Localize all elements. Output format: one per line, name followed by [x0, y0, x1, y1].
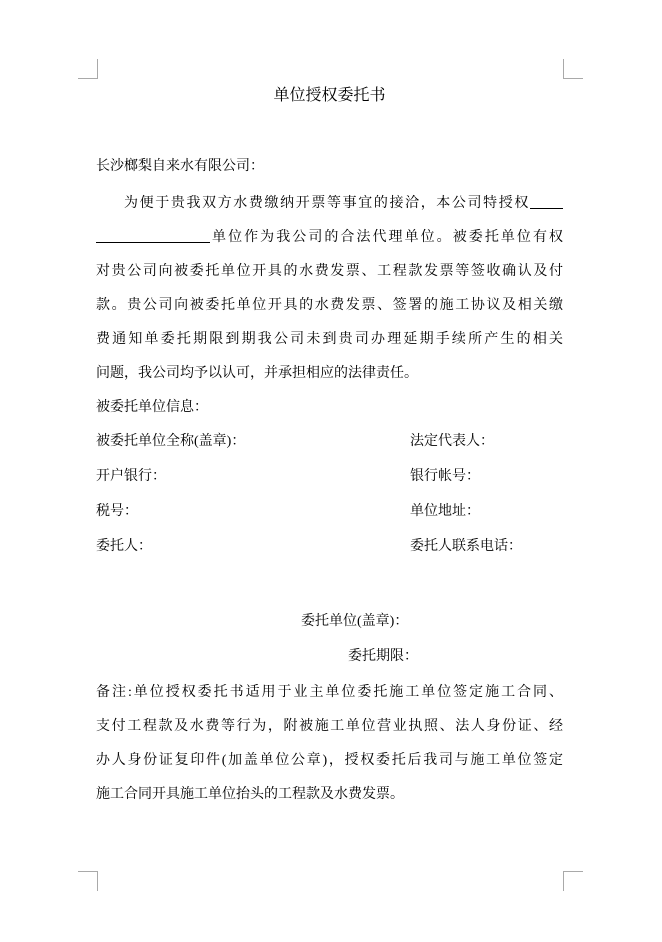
- body-line-1-text: 为便于贵我双方水费缴纳开票等事宜的接洽，本公司特授权: [124, 196, 530, 211]
- body-line-6: [96, 363, 563, 384]
- note-line-4: [96, 784, 563, 805]
- note-line-3: [96, 750, 563, 771]
- body-line-3-text: 对贵公司向被委托单位开具的水费发票、工程款发票等签收确认及付: [96, 264, 563, 279]
- document-title-text: 单位授权委托书: [273, 87, 386, 104]
- entrusting-unit-seal-label-text: 委托单位(盖章)：: [301, 614, 409, 629]
- body-line-5: [96, 329, 563, 350]
- entrustment-period-label-text: 委托期限：: [348, 649, 418, 664]
- body-line-4-text: 款。贵公司向被委托单位开具的水费发票、签署的施工协议及相关缴: [96, 298, 563, 313]
- note-line-3-text: 办人身份证复印件(加盖单位公章)，授权委托后我司与施工单位签定: [96, 753, 563, 768]
- note-line-1-text: 备注:单位授权委托书适用于业主单位委托施工单位签定施工合同、: [96, 685, 563, 700]
- body-line-1: [96, 193, 563, 214]
- bank-label: 开户银行：: [96, 469, 166, 484]
- body-line-6-text: 问题，我公司均予以认可，并承担相应的法律责任。: [96, 366, 418, 381]
- unit-address-label: 单位地址：: [410, 504, 480, 519]
- note-line-4-text: 施工合同开具施工单位抬头的工程款及水费发票。: [96, 787, 404, 802]
- text-boundary-mark-bottom-right: [563, 871, 583, 891]
- body-line-2-text: 单位作为我公司的合法代理单位。被委托单位有权: [210, 230, 563, 245]
- entrusted-unit-name-label: 被委托单位全称(盖章)：: [96, 434, 246, 449]
- legal-representative-label: 法定代表人：: [410, 434, 494, 449]
- text-boundary-mark-top-left: [78, 59, 98, 79]
- note-line-2-text: 支付工程款及水费等行为，附被施工单位营业执照、法人身份证、经: [96, 719, 563, 734]
- blank-underline: [96, 241, 210, 243]
- note-line-1: [96, 682, 563, 703]
- body-line-3: [96, 261, 563, 282]
- body-line-4: [96, 295, 563, 316]
- tax-id-label: 税号：: [96, 504, 138, 519]
- text-boundary-mark-bottom-left: [78, 871, 98, 891]
- addressee-text: 长沙榔梨自来水有限公司：: [96, 159, 264, 174]
- entrustment-period-label: [348, 646, 418, 667]
- blank-underline: [530, 207, 563, 209]
- addressee: [96, 156, 563, 177]
- entrusting-unit-seal-label: [301, 611, 408, 632]
- body-line-2: [96, 227, 563, 248]
- info-section-heading-text: 被委托单位信息：: [96, 400, 208, 415]
- text-boundary-mark-top-right: [563, 59, 583, 79]
- bank-account-label: 银行帐号：: [410, 469, 480, 484]
- body-line-5-text: 费通知单委托期限到期我公司未到贵司办理延期手续所产生的相关: [96, 332, 563, 347]
- trustee-phone-label: 委托人联系电话：: [410, 539, 522, 554]
- document-title: [96, 85, 563, 106]
- text-area: [96, 0, 563, 942]
- info-section-heading: [96, 397, 563, 418]
- note-line-2: [96, 716, 563, 737]
- trustee-label: 委托人：: [96, 539, 152, 554]
